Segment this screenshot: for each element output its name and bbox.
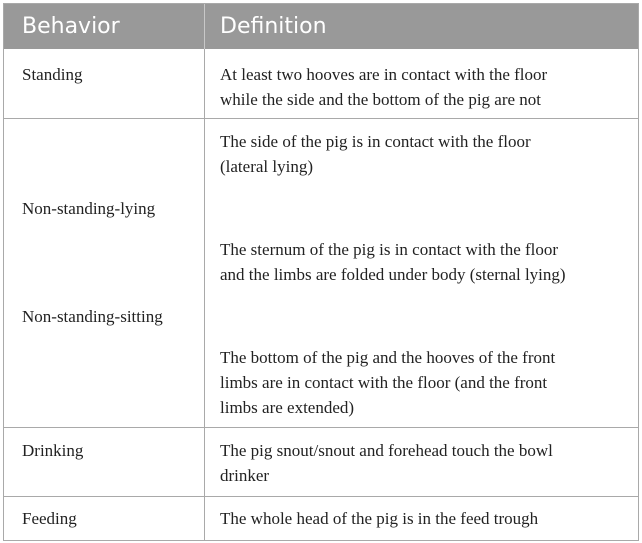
header-divider	[204, 4, 205, 49]
row-divider	[4, 496, 638, 497]
definition-line: and the limbs are folded under body (sternal lying)	[220, 265, 566, 284]
definition-line: The side of the pig is in contact with the floor	[220, 132, 531, 151]
row-divider	[4, 427, 638, 428]
behavior-cell: Non-standing-lying	[22, 199, 156, 218]
definition-line: At least two hooves are in contact with the floor	[220, 65, 548, 84]
definition-line: limbs are in contact with the floor (and the front	[220, 373, 548, 392]
column-divider	[204, 49, 205, 540]
definition-line: (lateral lying)	[220, 157, 313, 176]
definition-line: while the side and the bottom of the pig are not	[220, 90, 542, 109]
row-divider	[4, 118, 638, 119]
table-header	[4, 4, 638, 49]
definition-line: The bottom of the pig and the hooves of the front	[220, 348, 556, 367]
behavior-cell: Non-standing-sitting	[22, 307, 163, 326]
definition-line: limbs are extended)	[220, 398, 355, 417]
definition-line: The pig snout/snout and forehead touch the bowl	[220, 441, 553, 460]
behavior-definition-table	[3, 3, 639, 541]
behavior-cell: Feeding	[22, 509, 77, 528]
definition-line: The whole head of the pig is in the feed trough	[220, 509, 539, 528]
behavior-cell: Drinking	[22, 441, 84, 460]
definition-line: The sternum of the pig is in contact with the floor	[220, 240, 559, 259]
behavior-cell: Standing	[22, 65, 83, 84]
header-behavior: Behavior	[22, 14, 120, 39]
header-definition: Definition	[220, 14, 327, 39]
definition-line: drinker	[220, 466, 270, 485]
